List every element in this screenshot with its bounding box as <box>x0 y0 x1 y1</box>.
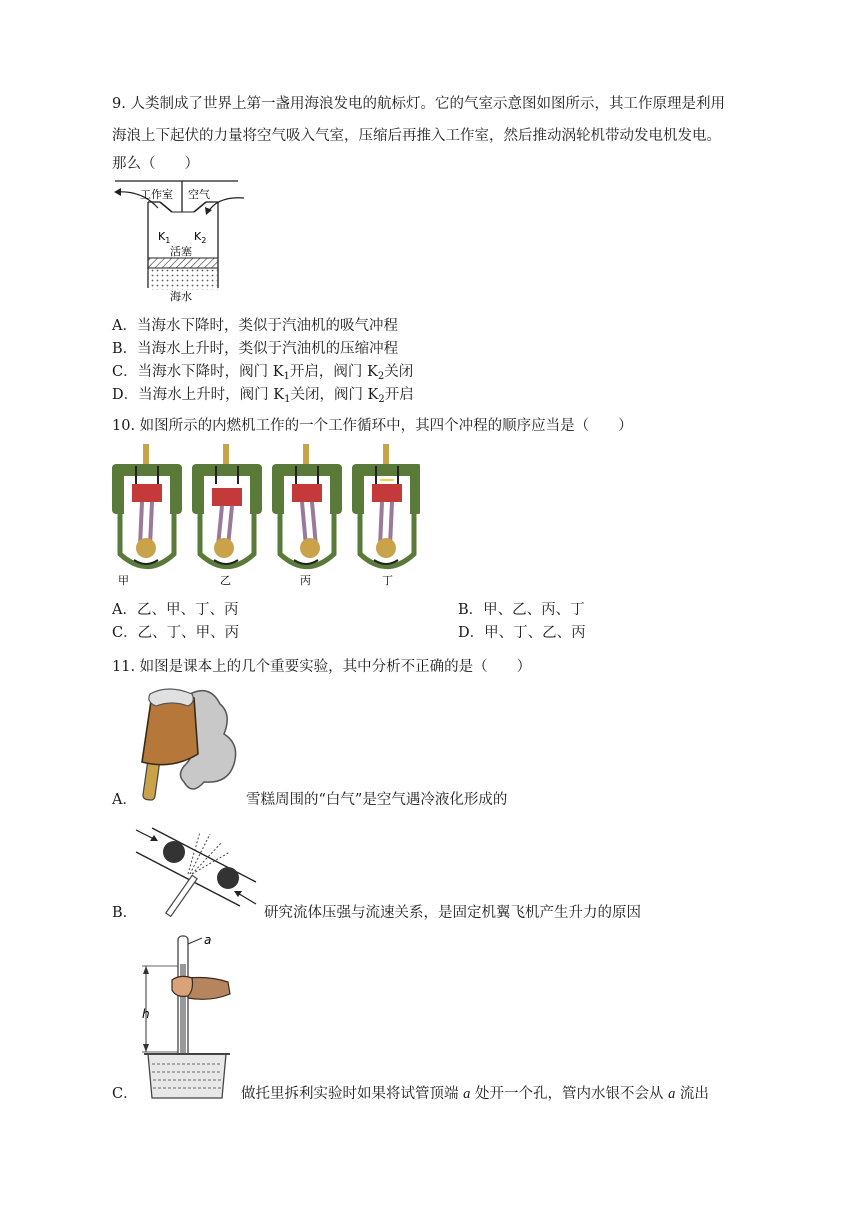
engine-diagram-bing <box>272 444 342 567</box>
engine-diagram-yi <box>192 444 262 567</box>
label-work-room: 工作室 <box>140 188 173 201</box>
q11-option-b-letter[interactable]: B． <box>112 905 138 921</box>
torricelli-experiment-illustration <box>132 932 234 1102</box>
q10-option-b[interactable]: B．甲、乙、丙、丁 <box>458 602 585 618</box>
engine-label-jia: 甲 <box>118 574 129 587</box>
engine-label-yi: 乙 <box>220 574 231 587</box>
q9-option-d[interactable]: D．当海水上升时，阀门 $K_1$关闭，阀门 $K_2$开启 <box>112 387 414 405</box>
ice-cream-illustration <box>132 684 242 806</box>
label-k2: $K_2$ <box>194 230 207 245</box>
q10-option-c[interactable]: C．乙、丁、甲、丙 <box>112 625 240 641</box>
q10-stem: 10. 如图所示的内燃机工作的一个工作循环中，其四个冲程的顺序应当是（ ） <box>112 418 633 434</box>
q9-stem-line-3: 那么（ ） <box>112 156 199 172</box>
engine-label-bing: 丙 <box>300 574 311 587</box>
engine-label-ding: 丁 <box>382 574 393 587</box>
q11-option-c-text[interactable]: 做托里拆利实验时如果将试管顶端 a 处开一个孔，管内水银不会从 a 流出 <box>241 1086 709 1102</box>
q9-option-a[interactable]: A．当海水下降时，类似于汽油机的吸气冲程 <box>112 318 398 334</box>
figure-label-h: h <box>142 1007 150 1021</box>
q9-stem-line-1: 9. 人类制成了世界上第一盏用海浪发电的航标灯。它的气室示意图如图所示，其工作原理是利用 <box>112 96 725 112</box>
q11-stem: 11. 如图是课本上的几个重要实验，其中分析不正确的是（ ） <box>112 659 532 675</box>
label-sea-water: 海水 <box>170 290 192 303</box>
q11-option-a-text[interactable]: 雪糕周围的“白气”是空气遇冷液化形成的 <box>246 792 508 808</box>
q10-option-a[interactable]: A．乙、甲、丁、丙 <box>112 602 239 618</box>
engine-diagram-jia <box>112 444 182 567</box>
q11-option-b-text[interactable]: 研究流体压强与流速关系，是固定机翼飞机产生升力的原因 <box>264 905 641 921</box>
air-chamber-diagram <box>110 178 250 303</box>
engine-diagram-ding <box>352 444 420 567</box>
label-piston: 活塞 <box>170 245 192 258</box>
engine-strokes-figure <box>110 444 420 589</box>
two-balls-airflow-illustration <box>132 822 262 922</box>
label-air: 空气 <box>188 188 210 201</box>
figure-label-a: a <box>204 933 212 947</box>
q11-option-a-letter[interactable]: A． <box>112 792 137 808</box>
q9-option-b[interactable]: B．当海水上升时，类似于汽油机的压缩冲程 <box>112 341 399 357</box>
q9-stem-line-2: 海浪上下起伏的力量将空气吸入气室，压缩后再推入工作室，然后推动涡轮机带动发电机发电。 <box>112 128 721 144</box>
q11-option-c-letter[interactable]: C． <box>112 1086 138 1102</box>
q10-option-d[interactable]: D．甲、丁、乙、丙 <box>458 625 586 641</box>
q9-option-c[interactable]: C．当海水下降时，阀门 $K_1$开启，阀门 $K_2$关闭 <box>112 364 414 382</box>
label-k1: $K_1$ <box>158 230 171 245</box>
